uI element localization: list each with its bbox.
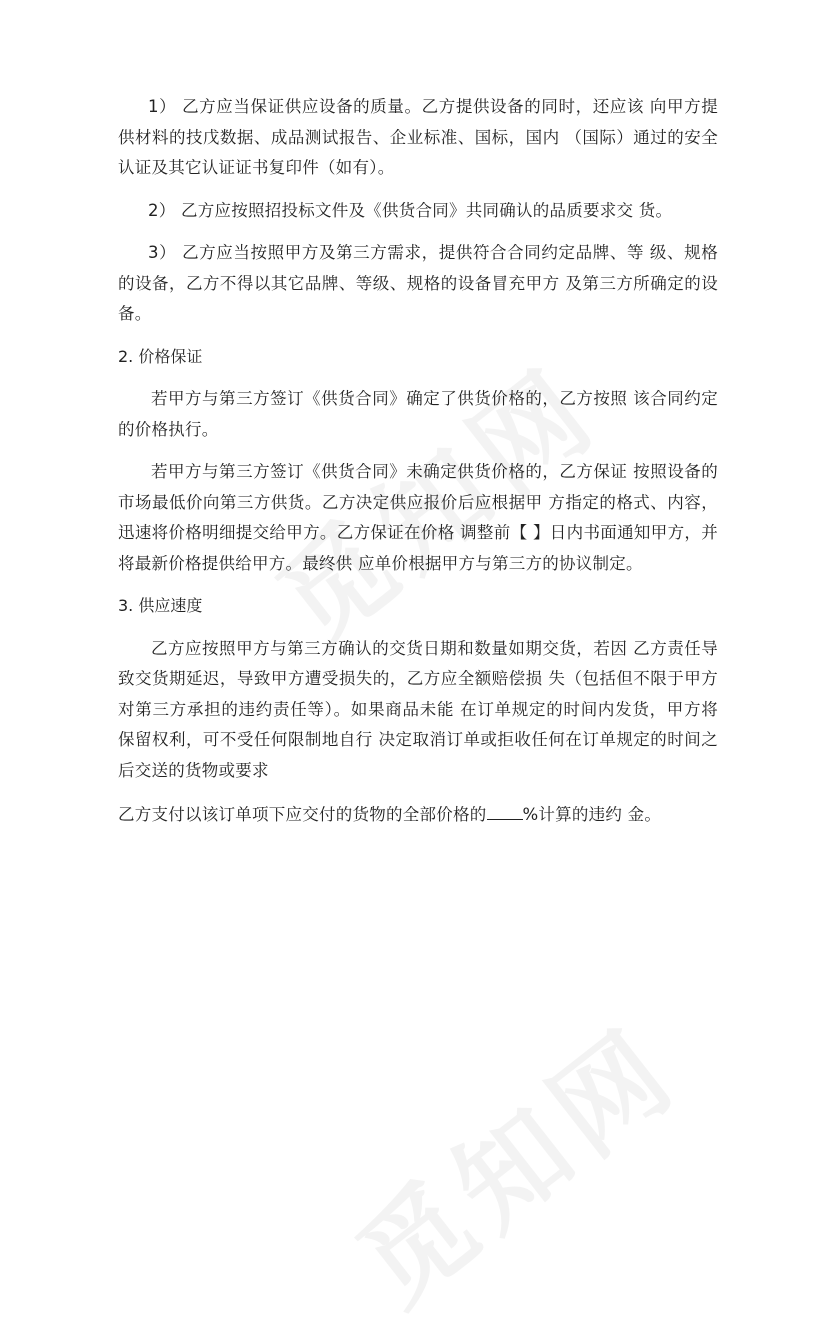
speed-paragraph: 乙方应按照甲方与第三方确认的交货日期和数量如期交货，若因 乙方责任导致交货期延迟，导致甲方遭受损失的，乙方应全额赔偿损 失（包括但不限于甲方对第三方承担的违约责任等）。如果商品未能 在订单规定的时间内发货，甲方将保留权利，可不受任何限制地自行 决定取消订单或拒收任何在订单规定的时间之后交送的货物或要求 (118, 638, 718, 780)
penalty-text-after: %计算的违约 金。 (522, 805, 662, 824)
price-paragraph-2: 若甲方与第三方签订《供货合同》未确定供货价格的，乙方保证 按照设备的市场最低价向第三方供货。乙方决定供应报价后应根据甲 方指定的格式、内容，迅速将价格明细提交给甲方。乙方保证在价格 调整前【 】日内书面通知甲方，并将最新价格提供给甲方。最终供 应单价根据甲方与第三方的协议制定。 (118, 462, 718, 573)
list-item-1: 1） 乙方应当保证供应设备的质量。乙方提供设备的同时，还应该 向甲方提供材料的技戊数据、成品测试报告、企业标准、国标，国内 （国际）通过的安全认证及其它认证证书复印件（如有）。 (118, 97, 718, 177)
penalty-line (118, 800, 718, 831)
section-heading-price: 2. 价格保证 (118, 346, 203, 366)
price-paragraph-1: 若甲方与第三方签订《供货合同》确定了供货价格的，乙方按照 该合同约定的价格执行。 (118, 389, 718, 439)
penalty-text-before: 乙方支付以该订单项下应交付的货物的全部价格的 (118, 805, 487, 824)
watermark-lower (320, 984, 706, 1334)
list-item-2: 2） 乙方应按照招投标文件及《供货合同》共同确认的品质要求交 货。 (148, 200, 673, 220)
list-item-3: 3） 乙方应当按照甲方及第三方需求，提供符合合同约定品牌、等 级、规格的设备，乙方不得以其它品牌、等级、规格的设备冒充甲方 及第三方所确定的设备。 (118, 243, 718, 323)
percentage-blank (487, 805, 523, 820)
section-heading-speed: 3. 供应速度 (118, 596, 203, 615)
document-page (118, 92, 718, 831)
